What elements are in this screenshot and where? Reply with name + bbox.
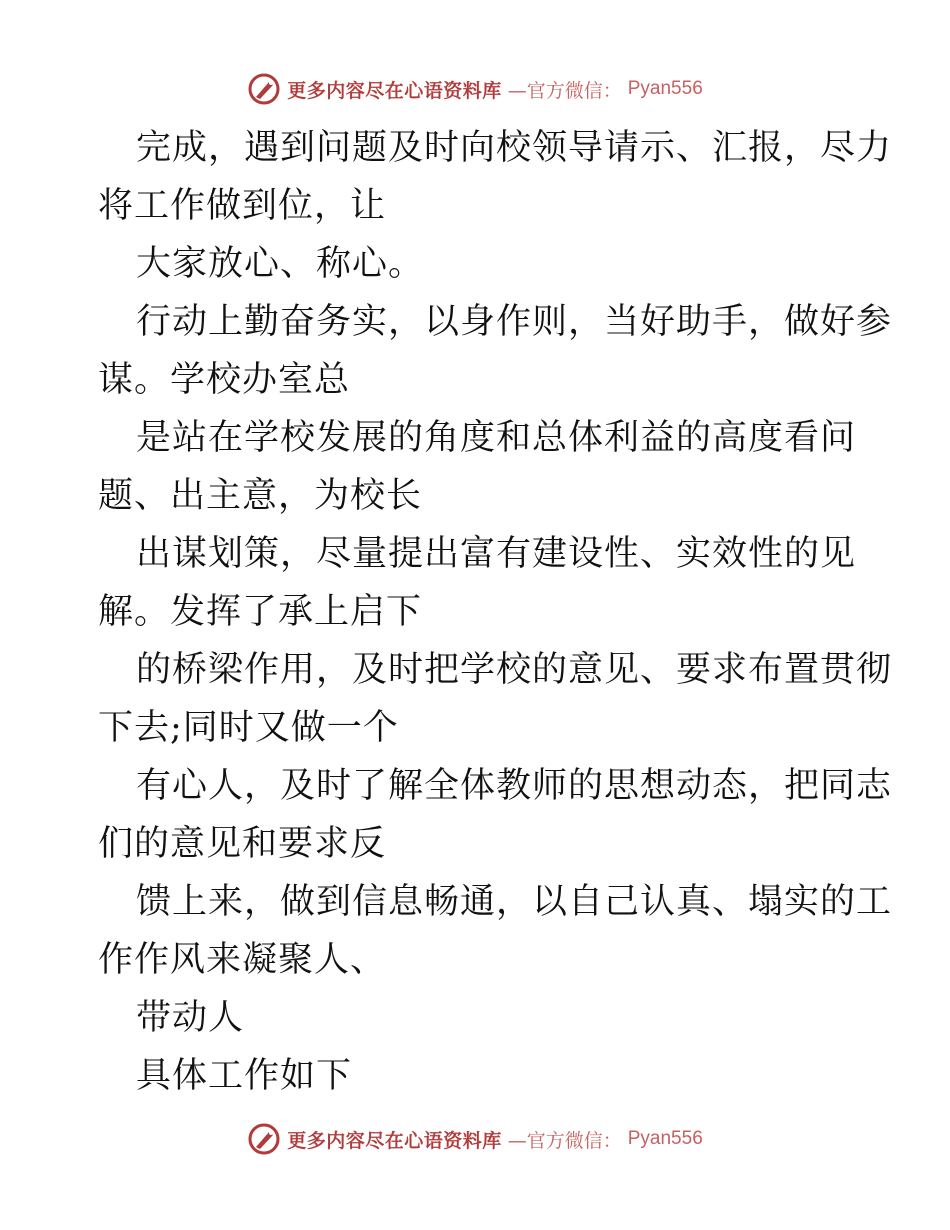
- pen-logo-icon: [247, 1122, 281, 1156]
- text-line: 大家放心、称心。: [136, 244, 425, 284]
- text-line: 出谋划策，尽量提出富有建设性、实效性的见: [136, 534, 857, 574]
- watermark-id-text: Pyan556: [627, 78, 703, 99]
- text-line: 将工作做到位，让: [98, 186, 387, 226]
- text-line: 是站在学校发展的角度和总体利益的高度看问: [136, 418, 857, 458]
- text-line: 馈上来，做到信息畅通，以自己认真、塌实的工: [136, 882, 893, 922]
- text-line: 作作风来凝聚人、: [98, 940, 387, 980]
- text-line: 谋。学校办室总: [98, 360, 351, 400]
- document-body: [98, 119, 893, 1105]
- text-line: 题、出主意，为校长: [98, 476, 423, 516]
- watermark-id-text: Pyan556: [627, 1128, 703, 1149]
- text-line: 的桥梁作用，及时把学校的意见、要求布置贯彻: [136, 650, 893, 690]
- pen-logo-icon: [247, 72, 281, 106]
- text-line: 完成，遇到问题及时向校领导请示、汇报，尽力: [136, 128, 893, 168]
- text-line: 带动人: [136, 998, 245, 1038]
- text-line: 解。发挥了承上启下: [98, 592, 423, 632]
- watermark-main-text: 更多内容尽在心语资料库: [287, 1129, 502, 1152]
- text-line: 下去;同时又做一个: [98, 708, 399, 748]
- watermark-sub-text: —官方微信：: [507, 1129, 622, 1152]
- text-line: 行动上勤奋务实，以身作则，当好助手，做好参: [136, 302, 893, 342]
- text-line: 具体工作如下: [136, 1056, 353, 1096]
- watermark-footer: [0, 1122, 950, 1156]
- watermark-main-text: 更多内容尽在心语资料库: [287, 79, 502, 102]
- text-line: 有心人，及时了解全体教师的思想动态，把同志: [136, 766, 893, 806]
- watermark-sub-text: —官方微信：: [507, 79, 622, 102]
- watermark-header: [0, 72, 950, 106]
- text-line: 们的意见和要求反: [98, 824, 387, 864]
